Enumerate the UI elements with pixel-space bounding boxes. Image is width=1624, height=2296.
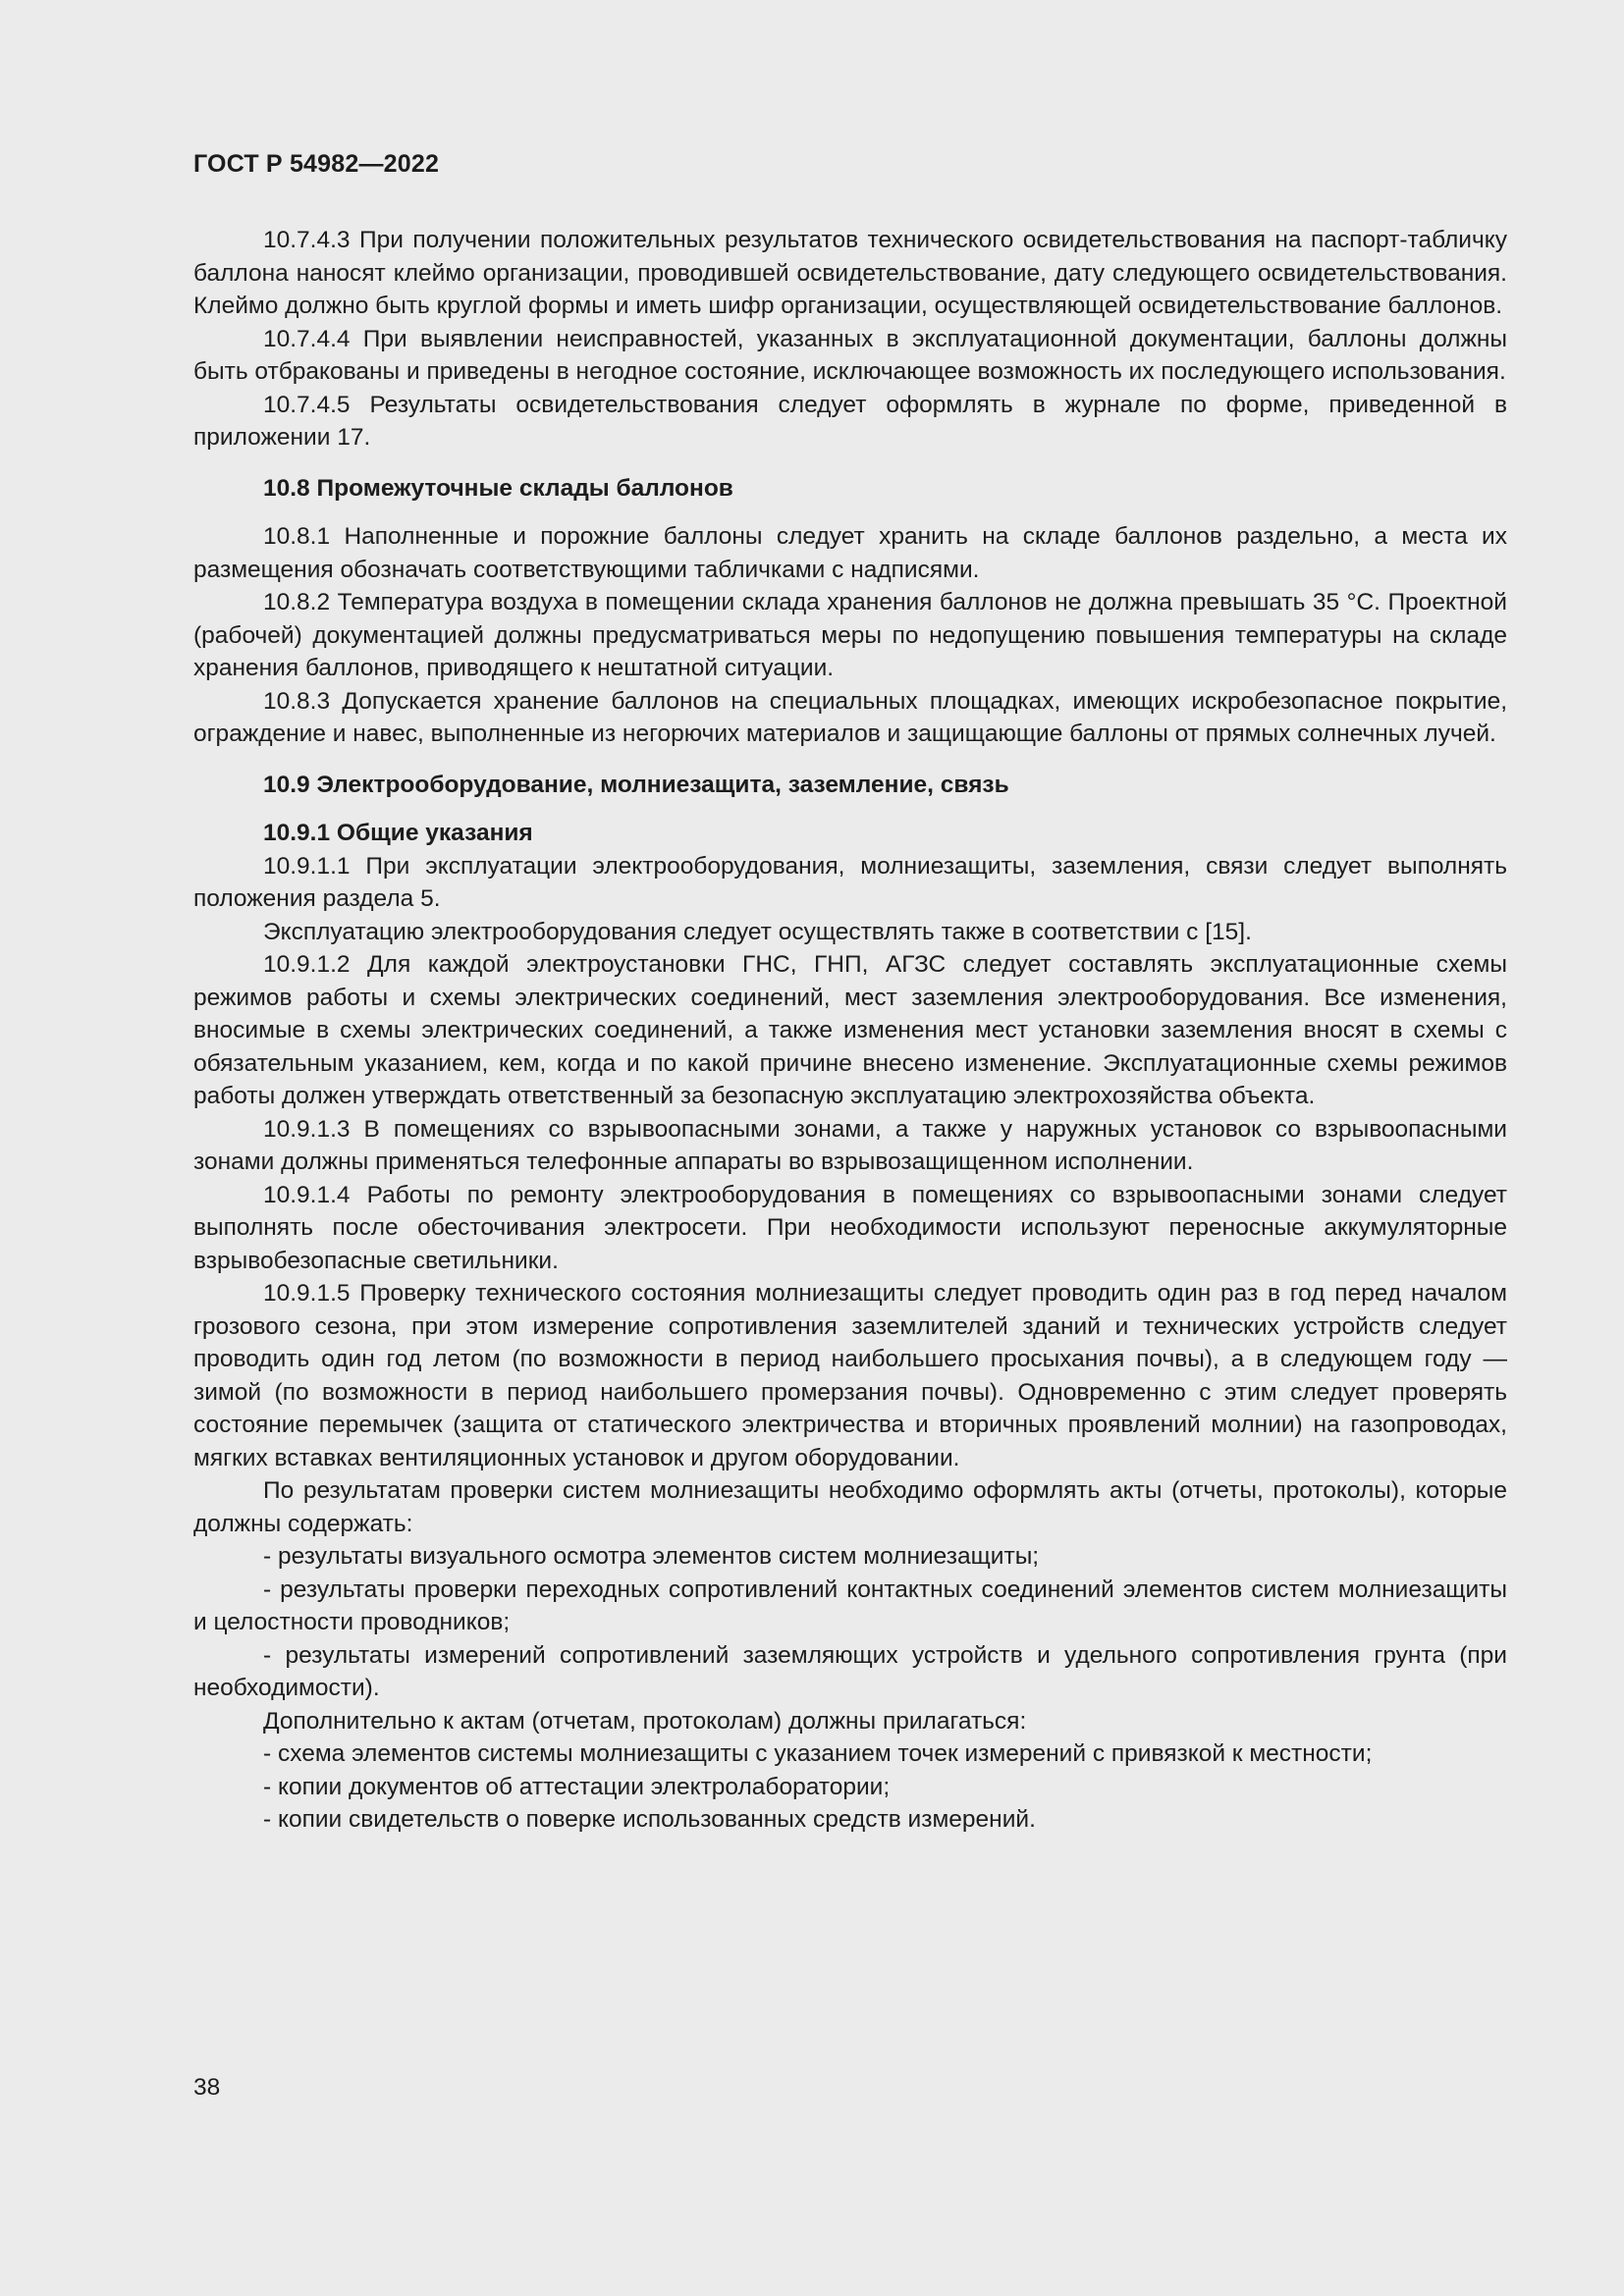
page-number: 38 <box>193 2074 221 2101</box>
paragraph-10-9-1-1-continued: Эксплуатацию электрооборудования следует осуществлять также в соответствии с [15]. <box>263 918 1252 945</box>
heading-10-9-1: 10.9.1 Общие указания <box>263 820 533 846</box>
paragraph-inspection-results: По результатам проверки систем молниезащиты необходимо оформлять акты (отчеты, протоколы), которые должны содержать: <box>193 1477 1507 1537</box>
list-item: - результаты проверки переходных сопротивлений контактных соединений элементов систем молниезащиты и целостности проводников; <box>193 1575 1507 1635</box>
list-item: - копии документов об аттестации электролаборатории; <box>263 1773 891 1800</box>
paragraph-attachments: Дополнительно к актам (отчетам, протоколам) должны прилагаться: <box>263 1707 1027 1735</box>
paragraph-10-9-1-3: 10.9.1.3 В помещениях со взрывоопасными зонами, а также у наружных установок со взрывоопасными зонами должны применяться телефонные аппараты во взрывозащищенном исполнении. <box>193 1115 1507 1175</box>
heading-10-8: 10.8 Промежуточные склады баллонов <box>263 474 733 502</box>
document-body <box>193 224 1507 1837</box>
paragraph-10-9-1-2: 10.9.1.2 Для каждой электроустановки ГНС, ГНП, АГЗС следует составлять эксплуатационные схемы режимов работы и схемы электрических соединений, мест заземления электрооборудования. Все изменения, вносимые в схемы электрических соединений, а также изменения мест установки заземления вносят в схемы с обязательным указанием, кем, когда и по какой причине внесено изменение. Эксплуатационные схемы режимов работы должен утверждать ответственный за безопасную эксплуатацию электрохозяйства объекта. <box>193 951 1507 1109</box>
paragraph-10-8-3: 10.8.3 Допускается хранение баллонов на специальных площадках, имеющих искробезопасное покрытие, ограждение и навес, выполненные из негорючих материалов и защищающие баллоны от прямых солнечных лучей. <box>193 687 1507 747</box>
paragraph-10-9-1-1: 10.9.1.1 При эксплуатации электрооборудования, молниезащиты, заземления, связи следует выполнять положения раздела 5. <box>193 852 1507 912</box>
paragraph-10-9-1-4: 10.9.1.4 Работы по ремонту электрооборудования в помещениях со взрывоопасными зонами следует выполнять после обесточивания электросети. При необходимости используют переносные аккумуляторные взрывобезопасные светильники. <box>193 1181 1507 1274</box>
list-item: - копии свидетельств о поверке использованных средств измерений. <box>263 1806 1036 1833</box>
paragraph-10-8-1: 10.8.1 Наполненные и порожние баллоны следует хранить на складе баллонов раздельно, а места их размещения обозначать соответствующими табличками с надписями. <box>193 523 1507 583</box>
paragraph-10-7-4-3: 10.7.4.3 При получении положительных результатов технического освидетельствования на паспорт-табличку баллона наносят клеймо организации, проводившей освидетельствование, дату следующего освидетельствования. Клеймо должно быть круглой формы и иметь шифр организации, осуществляющей освидетельствование баллонов. <box>193 227 1507 319</box>
paragraph-10-7-4-5: 10.7.4.5 Результаты освидетельствования следует оформлять в журнале по форме, приведенной в приложении 17. <box>193 391 1507 451</box>
paragraph-10-9-1-5: 10.9.1.5 Проверку технического состояния молниезащиты следует проводить один раз в год перед началом грозового сезона, при этом измерение сопротивления заземлителей зданий и технических устройств следует проводить один год летом (по возможности в период наибольшего просыхания почвы), а в следующем году — зимой (по возможности в период наибольшего промерзания почвы). Одновременно с этим следует проверять состояние перемычек (защита от статического электричества и вторичных проявлений молнии) на газопроводах, мягких вставках вентиляционных установок и другом оборудовании. <box>193 1280 1507 1471</box>
heading-10-9: 10.9 Электрооборудование, молниезащита, заземление, связь <box>263 771 1009 798</box>
list-item: - результаты измерений сопротивлений заземляющих устройств и удельного сопротивления грунта (при необходимости). <box>193 1641 1507 1701</box>
document-header-code: ГОСТ Р 54982—2022 <box>193 150 440 178</box>
list-item: - результаты визуального осмотра элементов систем молниезащиты; <box>263 1543 1040 1570</box>
list-item: - схема элементов системы молниезащиты с указанием точек измерений с привязкой к местности; <box>263 1740 1373 1767</box>
paragraph-10-8-2: 10.8.2 Температура воздуха в помещении склада хранения баллонов не должна превышать 35 °С. Проектной (рабочей) документацией должны предусматриваться меры по недопущению повышения температуры на складе хранения баллонов, приводящего к нештатной ситуации. <box>193 589 1507 681</box>
paragraph-10-7-4-4: 10.7.4.4 При выявлении неисправностей, указанных в эксплуатационной документации, баллоны должны быть отбракованы и приведены в негодное состояние, исключающее возможность их последующего использования. <box>193 325 1507 385</box>
